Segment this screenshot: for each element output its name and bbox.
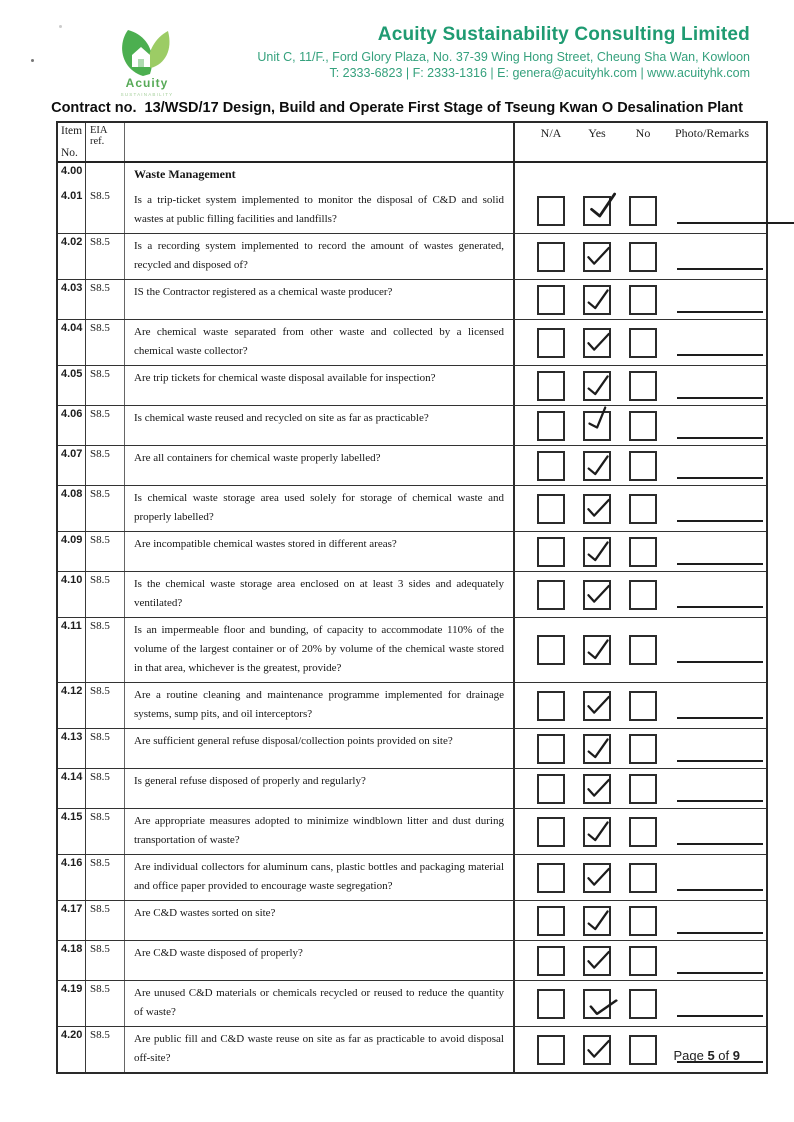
row-item-no: 4.11 [58, 618, 86, 682]
checklist-row [58, 365, 766, 405]
row-item-no: 4.02 [58, 234, 86, 279]
remarks-underline [677, 972, 763, 974]
page-number-of: of [714, 1048, 733, 1063]
row-eia-ref: S8.5 [86, 532, 125, 571]
checkmark-icon [584, 775, 611, 800]
remarks-underline [677, 760, 763, 762]
checkmark-icon [584, 581, 611, 606]
no-checkbox [629, 371, 657, 401]
row-question: Is general refuse disposed of properly and regularly? [125, 769, 515, 808]
remarks-underline [677, 268, 763, 270]
row-item-no: 4.05 [58, 366, 86, 405]
na-checkbox [537, 817, 565, 847]
remarks-underline [677, 311, 763, 313]
remarks-underline [677, 222, 794, 224]
checkmark-icon [584, 692, 611, 717]
no-checkbox [629, 817, 657, 847]
row-answers [515, 729, 766, 768]
row-question: Is a trip-ticket system implemented to monitor the disposal of C&D and solid wastes at public filling facilities and landfills? [125, 188, 515, 233]
checkmark-icon [584, 907, 612, 933]
scan-speck [31, 59, 34, 62]
row-eia-ref: S8.5 [86, 320, 125, 365]
no-checkbox [629, 774, 657, 804]
na-checkbox [537, 537, 565, 567]
checklist-row [58, 279, 766, 319]
yes-checkbox [583, 906, 611, 936]
checklist-row [58, 485, 766, 531]
company-contact: T: 2333-6823 | F: 2333-1316 | E: genera@acuityhk.com | www.acuityhk.com [329, 66, 750, 80]
checklist-row [58, 854, 766, 900]
yes-checkbox [583, 411, 611, 441]
row-eia-ref: S8.5 [86, 618, 125, 682]
row-answers [515, 406, 766, 445]
row-eia-ref: S8.5 [86, 1027, 125, 1072]
yes-checkbox [583, 1035, 611, 1065]
section-item-no: 4.00 [58, 163, 86, 188]
row-item-no: 4.14 [58, 769, 86, 808]
col-header-no: No [635, 126, 651, 140]
row-eia-ref: S8.5 [86, 769, 125, 808]
checkmark-icon [584, 243, 611, 268]
checkmark-icon [584, 637, 612, 663]
col-header-na: N/A [540, 126, 562, 140]
checkmark-icon [584, 452, 612, 478]
checklist-row [58, 980, 766, 1026]
yes-checkbox [583, 946, 611, 976]
page-number-prefix: Page [673, 1048, 708, 1063]
no-checkbox [629, 946, 657, 976]
row-answers [515, 532, 766, 571]
row-item-no: 4.12 [58, 683, 86, 728]
checkmark-icon [584, 735, 612, 761]
row-answers [515, 618, 766, 682]
na-checkbox [537, 371, 565, 401]
item-header-line2: No. [61, 147, 78, 159]
row-answers [515, 366, 766, 405]
yes-checkbox [583, 734, 611, 764]
checklist-row [58, 319, 766, 365]
remarks-underline [677, 843, 763, 845]
row-question: Are individual collectors for aluminum cans, plastic bottles and packaging material and office paper provided to encourage waste segregation? [125, 855, 515, 900]
row-answers [515, 683, 766, 728]
checkmark-icon [584, 1036, 611, 1061]
row-answers [515, 981, 766, 1026]
no-checkbox [629, 411, 657, 441]
checklist-rows [58, 188, 766, 1072]
row-question: Are appropriate measures adopted to minimize windblown litter and dust during transportation of waste? [125, 809, 515, 854]
row-item-no: 4.08 [58, 486, 86, 531]
no-checkbox [629, 734, 657, 764]
row-item-no: 4.10 [58, 572, 86, 617]
row-question: Are C&D waste disposed of properly? [125, 941, 515, 980]
row-answers [515, 280, 766, 319]
row-item-no: 4.04 [58, 320, 86, 365]
leaf-house-logo-icon [88, 26, 206, 78]
item-header-line1: Item [61, 125, 83, 137]
checkmark-icon [584, 329, 611, 354]
remarks-underline [677, 354, 763, 356]
checkmark-icon [584, 495, 611, 520]
checklist-row [58, 531, 766, 571]
na-checkbox [537, 451, 565, 481]
remarks-underline [677, 1015, 763, 1017]
na-checkbox [537, 774, 565, 804]
yes-checkbox [583, 635, 611, 665]
row-answers [515, 188, 766, 233]
na-checkbox [537, 989, 565, 1019]
contract-title: Contract no. 13/WSD/17 Design, Build and Operate First Stage of Tseung Kwan O Desalination Plant [51, 100, 743, 116]
row-answers [515, 446, 766, 485]
row-eia-ref: S8.5 [86, 406, 125, 445]
row-item-no: 4.13 [58, 729, 86, 768]
na-checkbox [537, 906, 565, 936]
col-header-photo-remarks: Photo/Remarks [675, 126, 749, 140]
yes-checkbox [583, 817, 611, 847]
row-answers [515, 320, 766, 365]
table-header-row [58, 123, 766, 163]
na-checkbox [537, 242, 565, 272]
checklist-row [58, 571, 766, 617]
no-checkbox [629, 635, 657, 665]
row-question: IS the Contractor registered as a chemical waste producer? [125, 280, 515, 319]
page-number-total: 9 [732, 1048, 740, 1063]
na-checkbox [537, 580, 565, 610]
na-checkbox [537, 1035, 565, 1065]
section-title: Waste Management [125, 163, 515, 188]
no-checkbox [629, 863, 657, 893]
yes-checkbox [583, 989, 611, 1019]
remarks-underline [677, 520, 763, 522]
na-checkbox [537, 691, 565, 721]
row-question: Are chemical waste separated from other waste and collected by a licensed chemical waste collector? [125, 320, 515, 365]
na-checkbox [537, 494, 565, 524]
remarks-underline [677, 932, 763, 934]
row-item-no: 4.06 [58, 406, 86, 445]
no-checkbox [629, 242, 657, 272]
row-eia-ref: S8.5 [86, 446, 125, 485]
row-question: Is a recording system implemented to record the amount of wastes generated, recycled and disposed of? [125, 234, 515, 279]
row-eia-ref: S8.5 [86, 729, 125, 768]
row-eia-ref: S8.5 [86, 901, 125, 940]
na-checkbox [537, 285, 565, 315]
checklist-row [58, 940, 766, 980]
row-answers [515, 234, 766, 279]
checkmark-icon [584, 372, 612, 398]
section-answers [515, 163, 766, 188]
na-checkbox [537, 411, 565, 441]
no-checkbox [629, 906, 657, 936]
page-number [673, 1048, 740, 1063]
row-item-no: 4.16 [58, 855, 86, 900]
checkmark-icon [584, 286, 612, 312]
no-checkbox [629, 537, 657, 567]
yes-checkbox [583, 196, 611, 226]
checklist-row [58, 1026, 766, 1072]
logo-tagline: SUSTAINABILITY [120, 92, 174, 97]
checklist-row [58, 445, 766, 485]
col-header-eia-ref: EIA ref. [86, 123, 125, 161]
remarks-underline [677, 397, 763, 399]
row-question: Are unused C&D materials or chemicals recycled or reused to reduce the quantity of waste? [125, 981, 515, 1026]
na-checkbox [537, 196, 565, 226]
row-item-no: 4.20 [58, 1027, 86, 1072]
no-checkbox [629, 691, 657, 721]
yes-checkbox [583, 328, 611, 358]
yes-checkbox [583, 242, 611, 272]
checklist-table [56, 121, 768, 1074]
row-item-no: 4.03 [58, 280, 86, 319]
row-answers [515, 809, 766, 854]
row-answers [515, 855, 766, 900]
company-address: Unit C, 11/F., Ford Glory Plaza, No. 37-39 Wing Hong Street, Cheung Sha Wan, Kowloon [257, 50, 750, 64]
page-number-current: 5 [707, 1048, 715, 1063]
remarks-underline [677, 717, 763, 719]
company-name: Acuity Sustainability Consulting Limited [377, 24, 750, 45]
row-eia-ref: S8.5 [86, 809, 125, 854]
row-question: Are sufficient general refuse disposal/collection points provided on site? [125, 729, 515, 768]
yes-checkbox [583, 371, 611, 401]
row-eia-ref: S8.5 [86, 234, 125, 279]
row-eia-ref: S8.5 [86, 941, 125, 980]
na-checkbox [537, 635, 565, 665]
row-question: Is chemical waste reused and recycled on site as far as practicable? [125, 406, 515, 445]
yes-checkbox [583, 863, 611, 893]
remarks-underline [677, 563, 763, 565]
col-header-yes: Yes [588, 126, 606, 140]
checkmark-icon [584, 947, 611, 972]
remarks-underline [677, 477, 763, 479]
checklist-row [58, 728, 766, 768]
yes-checkbox [583, 580, 611, 610]
checklist-row [58, 768, 766, 808]
checkmark-icon [584, 538, 612, 564]
checklist-row [58, 617, 766, 682]
row-item-no: 4.19 [58, 981, 86, 1026]
na-checkbox [537, 734, 565, 764]
row-question: Is an impermeable floor and bunding, of capacity to accommodate 110% of the volume of the largest container or of 20% by volume of the chemical waste stored in that area, whichever is the greatest, provide? [125, 618, 515, 682]
checklist-row [58, 808, 766, 854]
row-question: Is the chemical waste storage area enclosed on at least 3 sides and adequately ventilated? [125, 572, 515, 617]
no-checkbox [629, 285, 657, 315]
checklist-row [58, 405, 766, 445]
na-checkbox [537, 863, 565, 893]
checkmark-icon [584, 818, 612, 844]
yes-checkbox [583, 691, 611, 721]
remarks-underline [677, 800, 763, 802]
checkmark-icon [582, 403, 614, 434]
no-checkbox [629, 494, 657, 524]
no-checkbox [629, 580, 657, 610]
company-logo [88, 24, 206, 97]
row-eia-ref: S8.5 [86, 280, 125, 319]
row-answers [515, 769, 766, 808]
row-eia-ref: S8.5 [86, 981, 125, 1026]
row-question: Are incompatible chemical wastes stored in different areas? [125, 532, 515, 571]
no-checkbox [629, 451, 657, 481]
row-answers [515, 572, 766, 617]
no-checkbox [629, 989, 657, 1019]
row-item-no: 4.15 [58, 809, 86, 854]
remarks-underline [677, 661, 763, 663]
row-answers [515, 941, 766, 980]
section-eia-ref [86, 163, 125, 188]
yes-checkbox [583, 774, 611, 804]
row-eia-ref: S8.5 [86, 486, 125, 531]
row-answers [515, 486, 766, 531]
remarks-underline [677, 437, 763, 439]
no-checkbox [629, 1035, 657, 1065]
col-header-answers [515, 123, 766, 161]
col-header-item-no [58, 123, 86, 161]
no-checkbox [629, 196, 657, 226]
section-row [58, 163, 766, 188]
checklist-row [58, 233, 766, 279]
letterhead-text [206, 24, 750, 97]
na-checkbox [537, 328, 565, 358]
row-eia-ref: S8.5 [86, 188, 125, 233]
row-item-no: 4.09 [58, 532, 86, 571]
remarks-underline [677, 606, 763, 608]
row-question: Are C&D wastes sorted on site? [125, 901, 515, 940]
row-question: Are all containers for chemical waste properly labelled? [125, 446, 515, 485]
yes-checkbox [583, 537, 611, 567]
row-item-no: 4.07 [58, 446, 86, 485]
checkmark-icon [586, 190, 621, 221]
logo-wordmark: Acuity [125, 76, 169, 90]
row-eia-ref: S8.5 [86, 572, 125, 617]
checklist-row [58, 188, 766, 233]
row-item-no: 4.18 [58, 941, 86, 980]
row-item-no: 4.17 [58, 901, 86, 940]
row-question: Are a routine cleaning and maintenance programme implemented for drainage systems, sump pits, and oil interceptors? [125, 683, 515, 728]
row-answers [515, 901, 766, 940]
row-eia-ref: S8.5 [86, 683, 125, 728]
checklist-row [58, 900, 766, 940]
scan-speck [59, 25, 62, 28]
row-question: Are public fill and C&D waste reuse on site as far as practicable to avoid disposal off-site? [125, 1027, 515, 1072]
row-eia-ref: S8.5 [86, 366, 125, 405]
yes-checkbox [583, 451, 611, 481]
checkmark-icon [584, 864, 611, 889]
col-header-question [125, 123, 515, 161]
checkmark-icon [585, 992, 620, 1021]
row-item-no: 4.01 [58, 188, 86, 233]
row-eia-ref: S8.5 [86, 855, 125, 900]
row-question: Is chemical waste storage area used solely for storage of chemical waste and properly labelled? [125, 486, 515, 531]
yes-checkbox [583, 494, 611, 524]
letterhead [88, 24, 750, 97]
remarks-underline [677, 889, 763, 891]
yes-checkbox [583, 285, 611, 315]
na-checkbox [537, 946, 565, 976]
no-checkbox [629, 328, 657, 358]
checklist-row [58, 682, 766, 728]
row-question: Are trip tickets for chemical waste disposal available for inspection? [125, 366, 515, 405]
